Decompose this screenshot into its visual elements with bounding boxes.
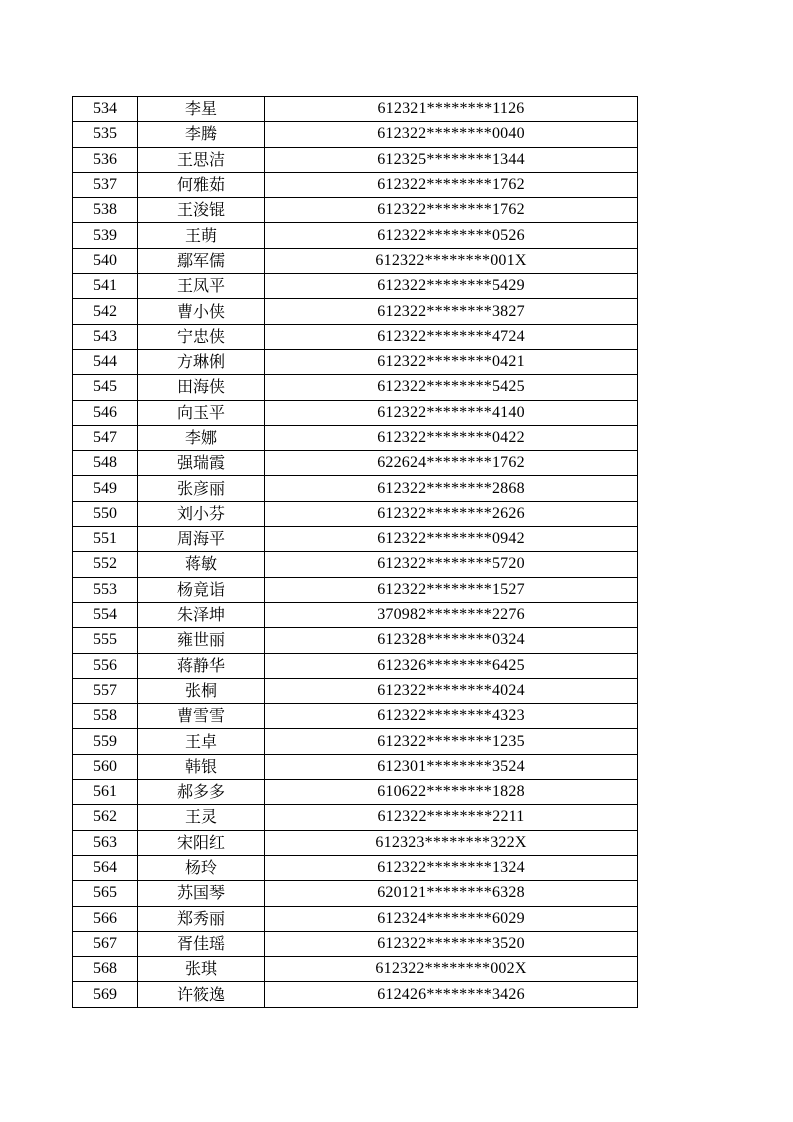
table-row [73,957,638,982]
id-number-cell: 612322********0942 [265,527,638,552]
id-number-cell: 612322********001X [265,248,638,273]
name-cell: 鄢军儒 [138,248,265,273]
id-number-cell: 612322********2626 [265,501,638,526]
id-number-cell: 612321********1126 [265,97,638,122]
table-row [73,653,638,678]
table-row [73,527,638,552]
id-number-cell: 612426********3426 [265,982,638,1007]
id-number-cell: 612322********002X [265,957,638,982]
table-row [73,198,638,223]
table-row [73,906,638,931]
id-number-cell: 612322********0421 [265,349,638,374]
id-number-cell: 370982********2276 [265,602,638,627]
name-cell: 宁忠侠 [138,324,265,349]
id-number-cell: 612322********1762 [265,172,638,197]
row-number-cell: 555 [73,628,138,653]
id-number-cell: 620121********6328 [265,881,638,906]
table-row [73,223,638,248]
name-cell: 郑秀丽 [138,906,265,931]
id-number-cell: 612322********4323 [265,704,638,729]
name-cell: 王卓 [138,729,265,754]
table-row [73,577,638,602]
id-number-cell: 612322********4024 [265,678,638,703]
name-cell: 蒋静华 [138,653,265,678]
row-number-cell: 562 [73,805,138,830]
id-number-cell: 612322********1527 [265,577,638,602]
row-number-cell: 559 [73,729,138,754]
table-row [73,248,638,273]
id-number-cell: 612322********1762 [265,198,638,223]
name-cell: 宋阳红 [138,830,265,855]
name-cell: 田海侠 [138,375,265,400]
id-number-cell: 612322********1235 [265,729,638,754]
name-cell: 周海平 [138,527,265,552]
row-number-cell: 541 [73,274,138,299]
row-number-cell: 539 [73,223,138,248]
row-number-cell: 566 [73,906,138,931]
table-row [73,501,638,526]
name-cell: 何雅茹 [138,172,265,197]
table-row [73,729,638,754]
row-number-cell: 534 [73,97,138,122]
name-cell: 李腾 [138,122,265,147]
row-number-cell: 564 [73,855,138,880]
name-cell: 向玉平 [138,400,265,425]
row-number-cell: 551 [73,527,138,552]
row-number-cell: 558 [73,704,138,729]
id-number-cell: 612325********1344 [265,147,638,172]
name-cell: 曹雪雪 [138,704,265,729]
name-cell: 郝多多 [138,780,265,805]
id-number-cell: 612322********1324 [265,855,638,880]
table-row [73,476,638,501]
row-number-cell: 567 [73,931,138,956]
row-number-cell: 544 [73,349,138,374]
table-row [73,299,638,324]
table-row [73,805,638,830]
id-number-cell: 612322********0040 [265,122,638,147]
table-row [73,830,638,855]
row-number-cell: 561 [73,780,138,805]
row-number-cell: 536 [73,147,138,172]
name-cell: 许筱逸 [138,982,265,1007]
row-number-cell: 545 [73,375,138,400]
id-number-cell: 612326********6425 [265,653,638,678]
name-cell: 张琪 [138,957,265,982]
name-cell: 刘小芬 [138,501,265,526]
name-cell: 王思洁 [138,147,265,172]
row-number-cell: 560 [73,754,138,779]
row-number-cell: 547 [73,425,138,450]
id-number-cell: 612323********322X [265,830,638,855]
name-cell: 方琳俐 [138,349,265,374]
table-row [73,451,638,476]
id-number-cell: 612322********5425 [265,375,638,400]
name-cell: 王浚锟 [138,198,265,223]
table-row [73,552,638,577]
table-row [73,855,638,880]
id-number-cell: 612322********4140 [265,400,638,425]
table-row [73,172,638,197]
table-row [73,982,638,1007]
table-row [73,122,638,147]
row-number-cell: 537 [73,172,138,197]
row-number-cell: 569 [73,982,138,1007]
table-row [73,324,638,349]
row-number-cell: 556 [73,653,138,678]
id-number-cell: 612322********4724 [265,324,638,349]
id-number-cell: 612328********0324 [265,628,638,653]
row-number-cell: 565 [73,881,138,906]
name-cell: 王萌 [138,223,265,248]
table-row [73,931,638,956]
row-number-cell: 557 [73,678,138,703]
row-number-cell: 553 [73,577,138,602]
table-row [73,754,638,779]
row-number-cell: 546 [73,400,138,425]
id-number-cell: 612322********0422 [265,425,638,450]
table-row [73,147,638,172]
name-cell: 强瑞霞 [138,451,265,476]
name-cell: 杨竟诣 [138,577,265,602]
row-number-cell: 568 [73,957,138,982]
row-number-cell: 543 [73,324,138,349]
table-row [73,274,638,299]
id-number-cell: 612322********3827 [265,299,638,324]
id-number-cell: 612322********5720 [265,552,638,577]
name-cell: 胥佳瑶 [138,931,265,956]
id-number-cell: 612324********6029 [265,906,638,931]
name-cell: 李星 [138,97,265,122]
name-cell: 张桐 [138,678,265,703]
table-row [73,97,638,122]
roster-table [72,96,638,1008]
id-number-cell: 612322********0526 [265,223,638,248]
table-row [73,602,638,627]
id-number-cell: 612322********3520 [265,931,638,956]
name-cell: 王灵 [138,805,265,830]
roster-table-body [73,97,638,1008]
table-row [73,349,638,374]
table-row [73,628,638,653]
name-cell: 韩银 [138,754,265,779]
table-row [73,375,638,400]
table-row [73,780,638,805]
row-number-cell: 552 [73,552,138,577]
row-number-cell: 548 [73,451,138,476]
name-cell: 苏国琴 [138,881,265,906]
name-cell: 张彦丽 [138,476,265,501]
id-number-cell: 612301********3524 [265,754,638,779]
row-number-cell: 538 [73,198,138,223]
name-cell: 蒋敏 [138,552,265,577]
table-row [73,704,638,729]
row-number-cell: 563 [73,830,138,855]
row-number-cell: 542 [73,299,138,324]
id-number-cell: 610622********1828 [265,780,638,805]
name-cell: 曹小侠 [138,299,265,324]
row-number-cell: 549 [73,476,138,501]
id-number-cell: 612322********5429 [265,274,638,299]
name-cell: 朱泽坤 [138,602,265,627]
row-number-cell: 540 [73,248,138,273]
table-row [73,678,638,703]
name-cell: 王凤平 [138,274,265,299]
table-row [73,400,638,425]
id-number-cell: 622624********1762 [265,451,638,476]
row-number-cell: 535 [73,122,138,147]
table-row [73,881,638,906]
name-cell: 杨玲 [138,855,265,880]
table-row [73,425,638,450]
name-cell: 雍世丽 [138,628,265,653]
id-number-cell: 612322********2211 [265,805,638,830]
row-number-cell: 554 [73,602,138,627]
row-number-cell: 550 [73,501,138,526]
name-cell: 李娜 [138,425,265,450]
id-number-cell: 612322********2868 [265,476,638,501]
